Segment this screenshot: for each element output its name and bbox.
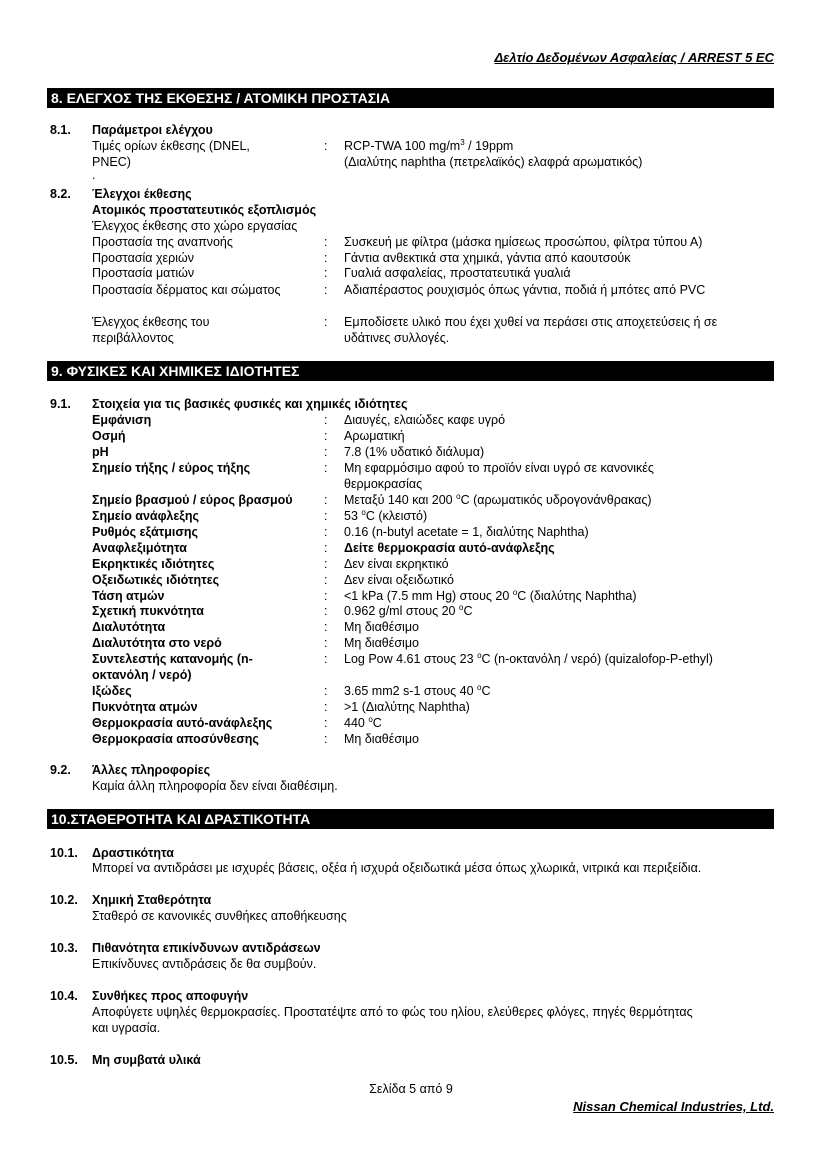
respiratory-protection-value: Συσκευή με φίλτρα (μάσκα ημίσεως προσώπου, φίλτρα τύπου Α) xyxy=(344,235,703,249)
prop-oxidizing-label: Οξειδωτικές ιδιότητες xyxy=(92,573,220,587)
colon: : xyxy=(324,525,328,539)
prop-autoignition-label: Θερμοκρασία αυτό-ανάφλεξης xyxy=(92,716,273,730)
colon: : xyxy=(324,315,328,329)
prop-explosive-value: Δεν είναι εκρηκτικό xyxy=(344,557,449,571)
section-9-1-number: 9.1. xyxy=(50,397,71,411)
prop-vapor-pressure-value xyxy=(344,589,764,603)
prop-water-solubility-label: Διαλυτότητα στο νερό xyxy=(92,636,222,650)
section-10-5-title: Μη συμβατά υλικά xyxy=(92,1053,201,1067)
section-10-4-text-line2: και υγρασία. xyxy=(92,1021,161,1035)
exposure-limits-substance: (Διαλύτης naphtha (πετρελαϊκός) ελαφρά αρωματικός) xyxy=(344,155,643,169)
hand-protection-value: Γάντια ανθεκτικά στα χημικά, γάντια από καουτσούκ xyxy=(344,251,631,265)
value-text: C (κλειστό) xyxy=(365,509,428,523)
company-name: Nissan Chemical Industries, Ltd. xyxy=(573,1099,774,1114)
prop-density-label: Σχετική πυκνότητα xyxy=(92,604,204,618)
prop-melting-value-line1: Μη εφαρμόσιμο αφού το προϊόν είναι υγρό σε κανονικές xyxy=(344,461,654,475)
eye-protection-value: Γυαλιά ασφαλείας, προστατευτικά γυαλιά xyxy=(344,266,571,280)
colon: : xyxy=(324,493,328,507)
section-8-2-title: Έλεγχοι έκθεσης xyxy=(92,187,192,201)
stray-dot: . xyxy=(92,168,96,182)
prop-partition-label-line1: Συντελεστής κατανομής (n- xyxy=(92,652,253,666)
prop-solubility-label: Διαλυτότητα xyxy=(92,620,166,634)
hand-protection-label: Προστασία χεριών xyxy=(92,251,195,265)
colon: : xyxy=(324,700,328,714)
exposure-limits-label-line1: Τιμές ορίων έκθεσης (DNEL, xyxy=(92,139,250,153)
colon: : xyxy=(324,732,328,746)
exposure-limit-ppm: / 19ppm xyxy=(464,139,514,153)
colon: : xyxy=(324,684,328,698)
colon: : xyxy=(324,652,328,666)
value-text: C xyxy=(481,684,491,698)
prop-vapor-density-value: >1 (Διαλύτης Naphtha) xyxy=(344,700,470,714)
exposure-limit-text: RCP-TWA 100 mg/m xyxy=(344,139,461,153)
section-10-1-number: 10.1. xyxy=(50,846,78,860)
section-10-4-number: 10.4. xyxy=(50,989,78,1003)
prop-water-solubility-value: Μη διαθέσιμο xyxy=(344,636,419,650)
value-text: C (διαλύτης Naphtha) xyxy=(517,589,637,603)
prop-odor-label: Οσμή xyxy=(92,429,126,443)
prop-boiling-value xyxy=(344,493,764,507)
value-text: 440 xyxy=(344,716,369,730)
env-control-value-line2: υδάτινες συλλογές. xyxy=(344,331,450,345)
prop-oxidizing-value: Δεν είναι οξειδωτικό xyxy=(344,573,454,587)
colon: : xyxy=(324,266,328,280)
colon: : xyxy=(324,604,328,618)
exposure-limits-label-line2: PNEC) xyxy=(92,155,131,169)
prop-partition-label-line2: οκτανόλη / νερό) xyxy=(92,668,192,682)
prop-evaporation-label: Ρυθμός εξάτμισης xyxy=(92,525,199,539)
degree-superscript: o xyxy=(361,508,366,517)
colon: : xyxy=(324,589,328,603)
value-text: Μεταξύ 140 και 200 xyxy=(344,493,457,507)
page-number: Σελίδα 5 από 9 xyxy=(369,1082,453,1096)
section-9-2-text: Καμία άλλη πληροφορία δεν είναι διαθέσιμη. xyxy=(92,779,338,793)
colon: : xyxy=(324,620,328,634)
colon: : xyxy=(324,413,328,427)
skin-protection-value: Αδιαπέραστος ρουχισμός όπως γάντια, ποδιά ή μπότες από PVC xyxy=(344,283,706,297)
prop-viscosity-value xyxy=(344,684,764,698)
value-text: C xyxy=(463,604,473,618)
prop-appearance-value: Διαυγές, ελαιώδες καφε υγρό xyxy=(344,413,506,427)
prop-melting-value-line2: θερμοκρασίας xyxy=(344,477,423,491)
prop-ph-label: pH xyxy=(92,445,109,459)
section-10-heading: 10.ΣΤΑΘΕΡΟΤΗΤΑ ΚΑΙ ΔΡΑΣΤΙΚΟΤΗΤΑ xyxy=(47,809,774,829)
prop-odor-value: Αρωματική xyxy=(344,429,405,443)
prop-density-value xyxy=(344,604,764,618)
section-10-3-text: Επικίνδυνες αντιδράσεις δε θα συμβούν. xyxy=(92,957,317,971)
section-10-1-text: Μπορεί να αντιδράσει με ισχυρές βάσεις, οξέα ή ισχυρά οξειδωτικά μέσα όπως χλωρικά, νιτρικά και περιξείδια. xyxy=(92,861,702,875)
value-text: 53 xyxy=(344,509,362,523)
colon: : xyxy=(324,509,328,523)
prop-evaporation-value: 0.16 (n-butyl acetate = 1, διαλύτης Naphtha) xyxy=(344,525,589,539)
degree-superscript: o xyxy=(512,588,518,597)
prop-partition-value xyxy=(344,652,764,666)
value-text: 0.962 g/ml στους 20 xyxy=(344,604,459,618)
degree-superscript: o xyxy=(458,603,464,612)
env-control-value-line1: Εμποδίσετε υλικό που έχει χυθεί να περάσει στις αποχετεύσεις ή σε xyxy=(344,315,718,329)
value-text: 3.65 mm2 s-1 στους 40 xyxy=(344,684,478,698)
colon: : xyxy=(324,283,328,297)
colon: : xyxy=(324,235,328,249)
prop-viscosity-label: Ιξώδες xyxy=(92,684,132,698)
value-text: C (αρωματικός υδρογονάνθρακας) xyxy=(460,493,652,507)
colon: : xyxy=(324,429,328,443)
section-8-heading: 8. ΕΛΕΓΧΟΣ ΤΗΣ ΕΚΘΕΣΗΣ / ΑΤΟΜΙΚΗ ΠΡΟΣΤΑΣΙΑ xyxy=(47,88,774,108)
exposure-limits-value xyxy=(344,139,764,153)
section-10-4-text-line1: Αποφύγετε υψηλές θερμοκρασίες. Προστατέψτε από το φώς του ηλίου, ελεύθερες φλόγες, πηγές θερμότητας xyxy=(92,1005,693,1019)
respiratory-protection-label: Προστασία της αναπνοής xyxy=(92,235,233,249)
degree-superscript: o xyxy=(368,715,373,724)
colon: : xyxy=(324,461,328,475)
document-title: Δελτίο Δεδομένων Ασφαλείας / ARREST 5 EC xyxy=(494,50,774,65)
prop-appearance-label: Εμφάνιση xyxy=(92,413,152,427)
value-text: C (n-οκτανόλη / νερό) (quizalofop-P-ethyl) xyxy=(481,652,713,666)
prop-vapor-pressure-label: Τάση ατμών xyxy=(92,589,165,603)
section-10-1-title: Δραστικότητα xyxy=(92,846,174,860)
env-control-label-line2: περιβάλλοντος xyxy=(92,331,174,345)
prop-solubility-value: Μη διαθέσιμο xyxy=(344,620,419,634)
prop-decomposition-value: Μη διαθέσιμο xyxy=(344,732,419,746)
prop-flammability-value: Δείτε θερμοκρασία αυτό-ανάφλεξης xyxy=(344,541,555,555)
section-9-heading: 9. ΦΥΣΙΚΕΣ ΚΑΙ ΧΗΜΙΚΕΣ ΙΔΙΟΤΗΤΕΣ xyxy=(47,361,774,381)
section-10-5-number: 10.5. xyxy=(50,1053,78,1067)
section-9-2-number: 9.2. xyxy=(50,763,71,777)
section-10-2-title: Χημική Σταθερότητα xyxy=(92,893,212,907)
skin-protection-label: Προστασία δέρματος και σώματος xyxy=(92,283,281,297)
prop-flammability-label: Αναφλεξιμότητα xyxy=(92,541,187,555)
section-10-3-number: 10.3. xyxy=(50,941,78,955)
section-10-2-text: Σταθερό σε κανονικές συνθήκες αποθήκευσης xyxy=(92,909,347,923)
superscript: 3 xyxy=(460,138,465,147)
ppe-subtitle: Ατομικός προστατευτικός εξοπλισμός xyxy=(92,203,317,217)
colon: : xyxy=(324,541,328,555)
section-10-3-title: Πιθανότητα επικίνδυνων αντιδράσεων xyxy=(92,941,321,955)
prop-flash-value xyxy=(344,509,764,523)
degree-superscript: o xyxy=(477,683,482,692)
section-9-1-title: Στοιχεία για τις βασικές φυσικές και χημικές ιδιότητες xyxy=(92,397,408,411)
colon: : xyxy=(324,557,328,571)
section-8-1-title: Παράμετροι ελέγχου xyxy=(92,123,213,137)
section-10-2-number: 10.2. xyxy=(50,893,78,907)
prop-autoignition-value xyxy=(344,716,764,730)
prop-flash-label: Σημείο ανάφλεξης xyxy=(92,509,199,523)
value-text: Log Pow 4.61 στους 23 xyxy=(344,652,478,666)
prop-decomposition-label: Θερμοκρασία αποσύνθεσης xyxy=(92,732,259,746)
section-10-4-title: Συνθήκες προς αποφυγήν xyxy=(92,989,249,1003)
value-text: C xyxy=(372,716,382,730)
prop-melting-label: Σημείο τήξης / εύρος τήξης xyxy=(92,461,251,475)
prop-ph-value: 7.8 (1% υδατικό διάλυμα) xyxy=(344,445,485,459)
prop-explosive-label: Εκρηκτικές ιδιότητες xyxy=(92,557,215,571)
prop-boiling-label: Σημείο βρασμού / εύρος βρασμού xyxy=(92,493,293,507)
colon: : xyxy=(324,445,328,459)
value-text: <1 kPa (7.5 mm Hg) στους 20 xyxy=(344,589,513,603)
colon: : xyxy=(324,251,328,265)
section-9-2-title: Άλλες πληροφορίες xyxy=(92,763,211,777)
prop-vapor-density-label: Πυκνότητα ατμών xyxy=(92,700,198,714)
section-8-2-number: 8.2. xyxy=(50,187,71,201)
colon: : xyxy=(324,139,328,153)
colon: : xyxy=(324,636,328,650)
env-control-label-line1: Έλεγχος έκθεσης του xyxy=(92,315,210,329)
section-8-1-number: 8.1. xyxy=(50,123,71,137)
eye-protection-label: Προστασία ματιών xyxy=(92,266,195,280)
degree-superscript: o xyxy=(456,492,461,501)
workplace-control-label: Έλεγχος έκθεσης στο χώρο εργασίας xyxy=(92,219,298,233)
colon: : xyxy=(324,716,328,730)
colon: : xyxy=(324,573,328,587)
degree-superscript: o xyxy=(477,651,482,660)
